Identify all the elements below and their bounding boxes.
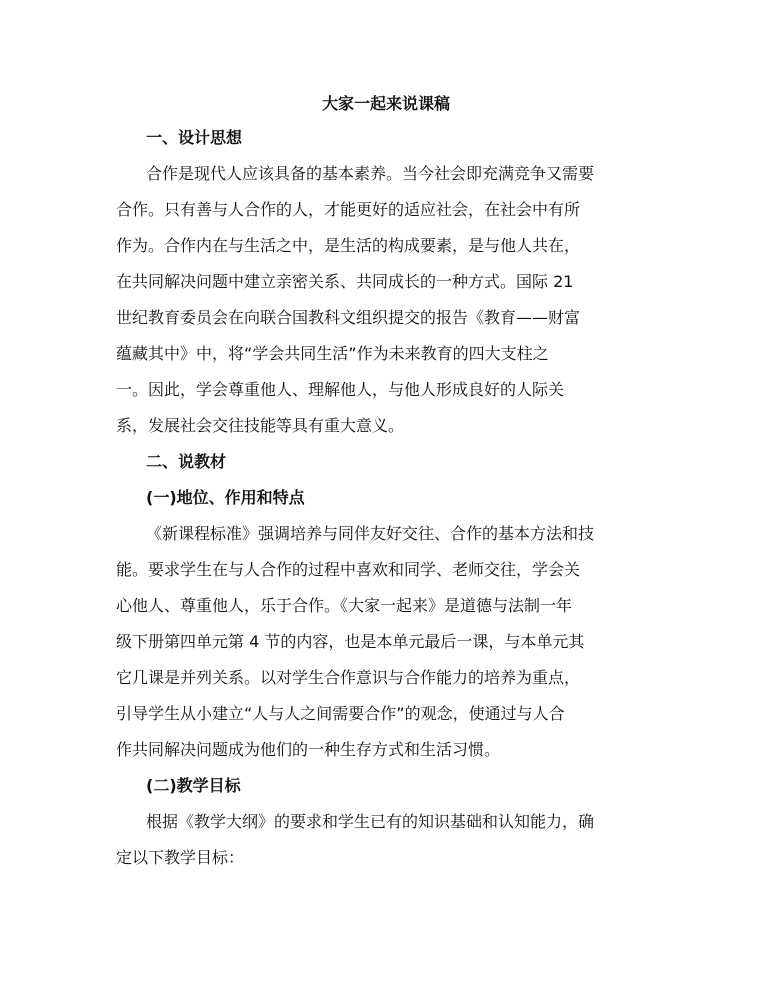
text-line: 一。因此，学会尊重他人、理解他人，与他人形成良好的人际关 (116, 380, 565, 399)
text-line: 作共同解决问题成为他们的一种生存方式和生活习惯。 (116, 740, 501, 759)
subsection-heading-teaching-goals: (二)教学目标 (146, 776, 241, 795)
text-line: 系，发展社会交往技能等具有重大意义。 (116, 416, 405, 435)
text-line: 定以下教学目标： (116, 848, 245, 867)
text-line: 能。要求学生在与人合作的过程中喜欢和同学、老师交往，学会关 (116, 560, 581, 579)
paragraph-design-thinking (116, 156, 656, 444)
text-line: 引导学生从小建立“人与人之间需要合作”的观念，使通过与人合 (116, 704, 565, 723)
text-line: 《新课程标准》强调培养与同伴友好交往、合作的基本方法和技 (146, 524, 595, 543)
text-line: 级下册第四单元第 4 节的内容，也是本单元最后一课，与本单元其 (116, 632, 585, 651)
text-line: 合作。只有善与人合作的人，才能更好的适应社会，在社会中有所 (116, 200, 581, 219)
text-line: 根据《教学大纲》的要求和学生已有的知识基础和认知能力，确 (146, 812, 595, 831)
subsection-heading-position-role: (一)地位、作用和特点 (146, 488, 305, 507)
text-line: 作为。合作内在与生活之中，是生活的构成要素，是与他人共在， (116, 236, 581, 255)
document-content (116, 88, 656, 876)
paragraph-position-role (116, 516, 656, 768)
text-line: 合作是现代人应该具备的基本素养。当今社会即充满竞争又需要 (146, 164, 595, 183)
document-title: 大家一起来说课稿 (321, 94, 450, 113)
paragraph-teaching-goals (116, 804, 656, 876)
section-heading-design-thinking: 一、设计思想 (146, 128, 243, 147)
text-line: 心他人、尊重他人，乐于合作。《大家一起来》是道德与法制一年 (116, 596, 573, 615)
text-line: 世纪教育委员会在向联合国教科文组织提交的报告《教育——财富 (116, 308, 581, 327)
text-line: 在共同解决问题中建立亲密关系、共同成长的一种方式。国际 21 (116, 272, 574, 291)
section-heading-textbook: 二、说教材 (146, 452, 227, 471)
text-line: 它几课是并列关系。以对学生合作意识与合作能力的培养为重点， (116, 668, 581, 687)
text-line: 蕴藏其中》中，将“学会共同生活”作为未来教育的四大支柱之 (116, 344, 549, 363)
